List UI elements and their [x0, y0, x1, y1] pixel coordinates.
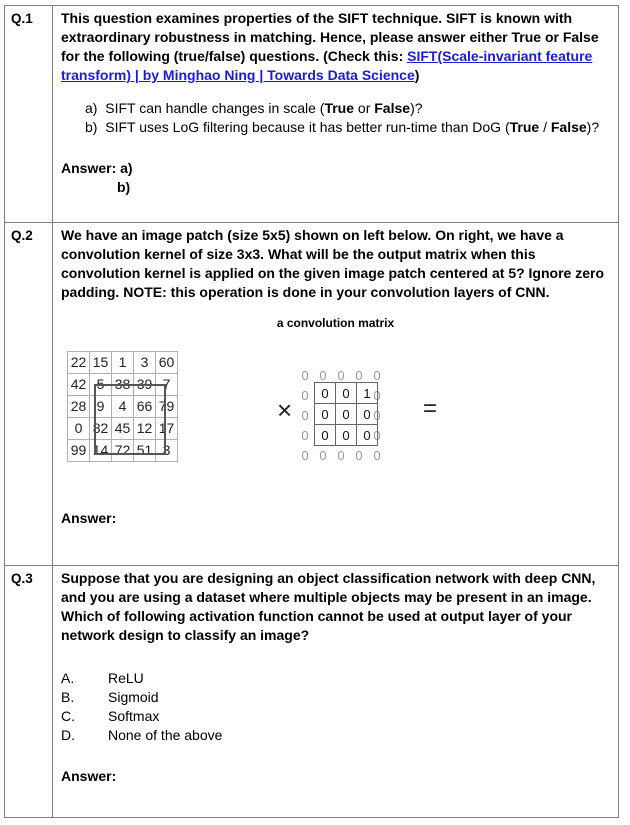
- option-c: C. Softmax: [61, 708, 160, 724]
- question-3-answer-label: Answer:: [61, 768, 117, 784]
- question-3-row: [5, 566, 618, 818]
- patch-cell: 79: [156, 396, 178, 418]
- patch-cell: 39: [134, 374, 156, 396]
- kernel-pad-cell: 0: [373, 407, 381, 423]
- kernel-pad-cell: 0: [373, 447, 381, 463]
- patch-cell: 4: [112, 396, 134, 418]
- question-3-prompt: Suppose that you are designing an object classification network with deep CNN, and you are using a dataset where multiple objects may be present in an image. Which of following activation function cannot be used at output layer of your network design to classify an image?: [61, 570, 596, 643]
- kernel-row: [315, 404, 378, 425]
- patch-cell: 66: [134, 396, 156, 418]
- patch-cell: 15: [90, 352, 112, 374]
- kernel-pad-cell: 0: [301, 427, 309, 443]
- convolution-figure: [61, 333, 610, 473]
- patch-cell: 28: [68, 396, 90, 418]
- option-b: B. Sigmoid: [61, 689, 159, 705]
- kernel-pad-cell: 0: [301, 407, 309, 423]
- patch-cell: 60: [156, 352, 178, 374]
- patch-cell: 3: [156, 440, 178, 462]
- question-1-row: [5, 6, 618, 223]
- patch-cell: 5: [90, 374, 112, 396]
- patch-cell: 1: [112, 352, 134, 374]
- question-1-item-a: a) SIFT can handle changes in scale (True or False)?: [85, 100, 423, 116]
- patch-highlight-box: [94, 384, 166, 455]
- kernel-pad-cell: 0: [337, 447, 345, 463]
- patch-cell: 22: [68, 352, 90, 374]
- option-a: A. ReLU: [61, 670, 144, 686]
- question-2-number: Q.2: [5, 223, 53, 565]
- kernel-pad-cell: 0: [337, 367, 345, 383]
- equals-symbol: =: [423, 395, 438, 422]
- question-2-row: [5, 223, 618, 566]
- question-1-answer-label: Answer: a): [61, 160, 133, 176]
- question-1-answer-b: b): [117, 179, 131, 195]
- question-2-answer-label: Answer:: [61, 510, 117, 526]
- question-2-prompt: We have an image patch (size 5x5) shown on left below. On right, we have a convolution kernel of size 3x3. What will be the output matrix when this convolution kernel is applied on the given image patch centered at 5? Ignore zero padding. NOTE: this operation is done in your convolution layers of CNN.: [61, 227, 604, 300]
- patch-cell: 3: [134, 352, 156, 374]
- patch-cell: 82: [90, 418, 112, 440]
- patch-cell: 99: [68, 440, 90, 462]
- kernel-row: [315, 425, 378, 446]
- question-1-number: Q.1: [5, 6, 53, 222]
- question-1-items: [61, 99, 610, 137]
- kernel-cell: 0: [357, 404, 378, 425]
- kernel-matrix: [314, 382, 378, 446]
- multiply-symbol: ×: [277, 395, 293, 425]
- patch-cell: 72: [112, 440, 134, 462]
- kernel-cell: 0: [336, 383, 357, 404]
- question-3-body: [53, 566, 618, 786]
- kernel-pad-cell: 0: [301, 447, 309, 463]
- patch-cell: 17: [156, 418, 178, 440]
- kernel-cell: 0: [336, 425, 357, 446]
- kernel-pad-row: [296, 445, 386, 465]
- kernel-pad-cell: 0: [373, 367, 381, 383]
- kernel-pad-cell: 0: [355, 367, 363, 383]
- figure-title: a convolution matrix: [276, 316, 395, 330]
- sift-article-link[interactable]: SIFT(Scale-invariant feature transform) | by Minghao Ning | Towards Data Science: [61, 48, 593, 83]
- kernel-cell: 1: [357, 383, 378, 404]
- patch-cell: 12: [134, 418, 156, 440]
- kernel-cell: 0: [315, 404, 336, 425]
- patch-cell: 42: [68, 374, 90, 396]
- patch-cell: 14: [90, 440, 112, 462]
- kernel-pad-cell: 0: [301, 367, 309, 383]
- kernel-row: [315, 383, 378, 404]
- kernel-pad-cell: 0: [301, 387, 309, 403]
- option-d: D. None of the above: [61, 727, 223, 743]
- kernel-pad-cell: 0: [355, 447, 363, 463]
- question-1-body: [53, 6, 618, 197]
- question-2-body: [53, 223, 618, 528]
- question-1-item-b: b) SIFT uses LoG filtering because it has better run-time than DoG (True / False)?: [85, 119, 600, 135]
- kernel-pad-cell: 0: [319, 367, 327, 383]
- patch-row: [68, 352, 178, 374]
- patch-cell: 51: [134, 440, 156, 462]
- patch-cell: 38: [112, 374, 134, 396]
- patch-cell: 45: [112, 418, 134, 440]
- question-1-prompt: This question examines properties of the SIFT technique. SIFT is known with extraordinary robustness in matching. Hence, please answer either True or False for the following (true/false) questions. (Check this: SIFT(Scale-invariant feature transform) | by Minghao Ning | Towards Data Science): [61, 10, 599, 83]
- question-3-number: Q.3: [5, 566, 53, 817]
- question-sheet: [4, 5, 619, 818]
- patch-cell: 0: [68, 418, 90, 440]
- kernel-cell: 0: [315, 425, 336, 446]
- kernel-pad-cell: 0: [319, 447, 327, 463]
- patch-cell: 7: [156, 374, 178, 396]
- kernel-cell: 0: [336, 404, 357, 425]
- kernel-cell: 0: [357, 425, 378, 446]
- kernel-pad-cell: 0: [373, 427, 381, 443]
- kernel-pad-cell: 0: [373, 387, 381, 403]
- kernel-cell: 0: [315, 383, 336, 404]
- patch-cell: 9: [90, 396, 112, 418]
- question-3-options: [61, 669, 610, 745]
